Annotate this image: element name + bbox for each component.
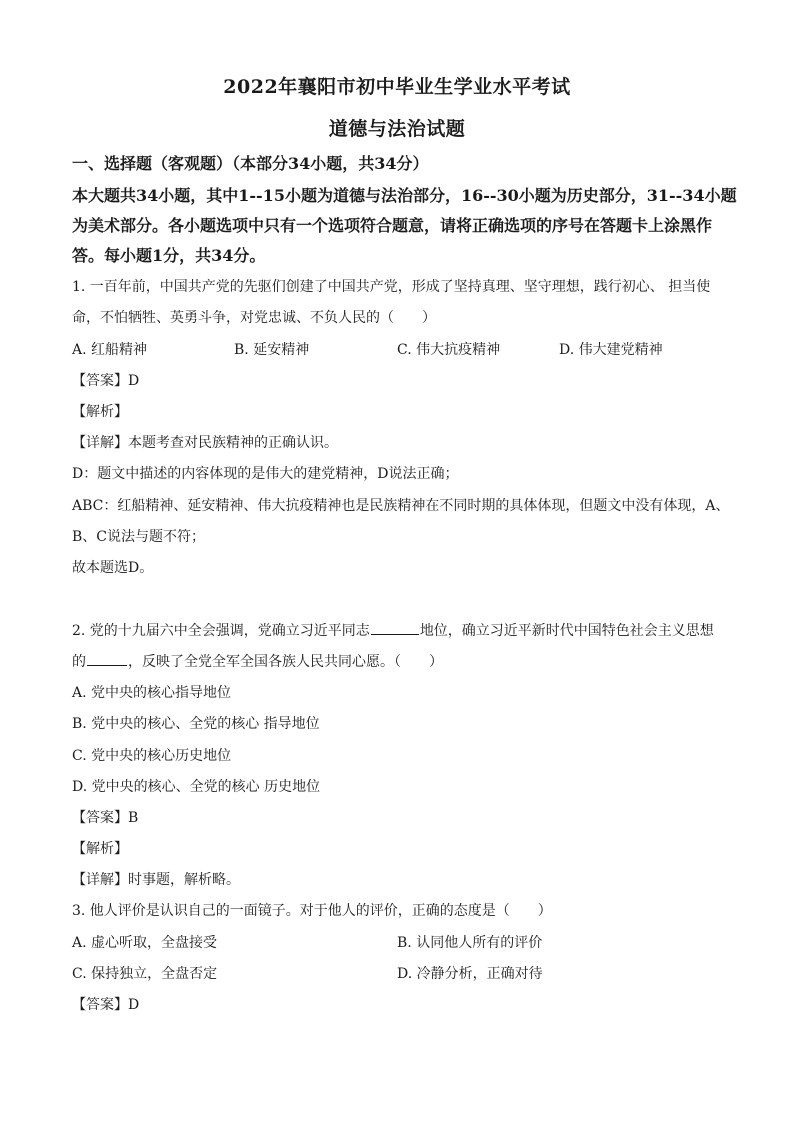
question-2-stem-line-1 [72, 620, 714, 640]
question-1-detail [72, 432, 338, 452]
exam-subtitle: 道德与法治试题 [328, 118, 466, 140]
question-3-answer [72, 994, 139, 1014]
question-2-stem-part-3: 的 [72, 654, 86, 670]
question-2-detail [72, 869, 240, 889]
question-1-explain-line-1: D：题文中描述的内容体现的是伟大的建党精神，D说法正确； [72, 466, 459, 482]
question-3-option-b: B. 认同他人所有的评价 [397, 935, 543, 951]
section-heading: 一、选择题（客观题）（本部分34小题，共34分） [72, 154, 429, 173]
question-1-option-a: A. 红船精神 [72, 342, 148, 358]
fill-blank-1 [371, 622, 419, 635]
fill-blank-2 [87, 653, 127, 666]
detail-text: 本题考查对民族精神的正确认识。 [128, 435, 338, 451]
question-2-option-a: A. 党中央的核心指导地位 [72, 685, 232, 701]
question-3-option-d: D. 冷静分析，正确对待 [397, 966, 543, 982]
answer-tag: 【答案】 [72, 810, 128, 826]
question-1-explain-line-2: ABC：红船精神、延安精神、伟大抗疫精神也是民族精神在不同时期的具体体现，但题文中没有体现，A、 [72, 498, 730, 514]
question-1-conclusion: 故本题选D。 [72, 560, 154, 576]
question-1-analysis-tag: 【解析】 [72, 404, 128, 420]
detail-text: 时事题，解析略。 [128, 872, 240, 888]
question-3-option-c: C. 保持独立，全盘否定 [72, 966, 218, 982]
answer-tag: 【答案】 [72, 997, 128, 1013]
question-1-option-b: B. 延安精神 [234, 342, 310, 358]
question-1-stem-line-1: 1. 一百年前，中国共产党的先驱们创建了中国共产党，形成了坚持真理、坚守理想，践行初心、 担当使 [72, 279, 711, 295]
question-2-option-d: D. 党中央的核心、全党的核心 历史地位 [72, 779, 321, 795]
question-3-option-a: A. 虚心听取，全盘接受 [72, 935, 218, 951]
detail-tag: 【详解】 [72, 872, 128, 888]
question-2-stem-part-1: 2. 党的十九届六中全会强调，党确立习近平同志 [72, 623, 370, 639]
answer-value: B [128, 810, 139, 826]
question-2-answer [72, 807, 138, 827]
question-3-stem-line-1: 3. 他人评价是认识自己的一面镜子。对于他人的评价，正确的态度是（ ） [72, 903, 552, 919]
question-1-option-c: C. 伟大抗疫精神 [397, 342, 501, 358]
question-2-stem-part-2: 地位，确立习近平新时代中国特色社会主义思想 [419, 623, 714, 639]
question-1-explain-line-3: B、C说法与题不符； [72, 529, 205, 545]
question-2-stem-line-2 [72, 651, 443, 671]
answer-value: D [128, 373, 140, 389]
exam-title: 2022年襄阳市初中毕业生学业水平考试 [223, 76, 571, 98]
section-intro-line-3: 答。每小题1分，共34分。 [72, 246, 266, 265]
question-2-stem-part-4: ，反映了全党全军全国各族人民共同心愿。（ ） [128, 654, 443, 670]
question-1-stem-line-2: 命，不怕牺牲、英勇斗争，对党忠诚、不负人民的（ ） [72, 310, 436, 326]
question-2-option-b: B. 党中央的核心、全党的核心 指导地位 [72, 716, 320, 732]
question-2-analysis-tag: 【解析】 [72, 841, 128, 857]
answer-value: D [128, 997, 140, 1013]
section-intro-line-1: 本大题共34小题，其中1--15小题为道德与法治部分，16--30小题为历史部分，31--34小题 [72, 186, 737, 205]
question-1-option-d: D. 伟大建党精神 [559, 342, 663, 358]
question-1-answer [72, 370, 139, 390]
section-intro-line-2: 为美术部分。各小题选项中只有一个选项符合题意，请将正确选项的序号在答题卡上涂黑作 [72, 216, 713, 235]
answer-tag: 【答案】 [72, 373, 128, 389]
question-2-option-c: C. 党中央的核心历史地位 [72, 748, 232, 764]
detail-tag: 【详解】 [72, 435, 128, 451]
